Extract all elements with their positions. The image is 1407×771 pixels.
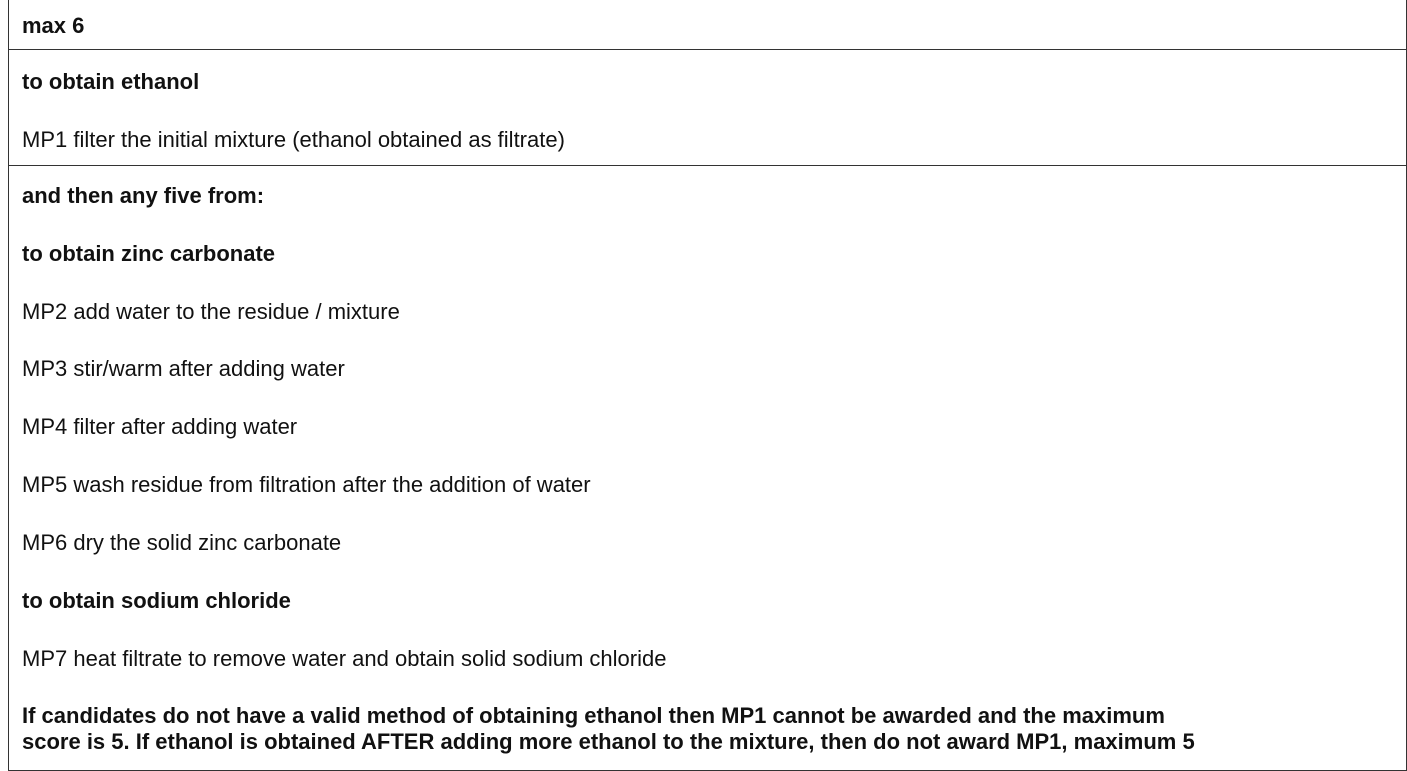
mark-point-mp4: MP4 filter after adding water [22, 414, 298, 439]
any-five-intro: and then any five from: [22, 183, 265, 208]
sodium-chloride-heading: to obtain sodium chloride [22, 588, 291, 613]
mark-point-mp1: MP1 filter the initial mixture (ethanol obtained as filtrate) [22, 127, 565, 152]
mark-point-mp7: MP7 heat filtrate to remove water and obtain solid sodium chloride [22, 646, 667, 671]
examiner-note-line-2: score is 5. If ethanol is obtained AFTER adding more ethanol to the mixture, then do not award MP1, maximum 5 [22, 729, 1195, 754]
examiner-note-line-1: If candidates do not have a valid method of obtaining ethanol then MP1 cannot be awarded and the maximum [22, 703, 1165, 728]
ethanol-heading: to obtain ethanol [22, 69, 200, 94]
mark-point-mp3: MP3 stir/warm after adding water [22, 356, 345, 381]
mark-point-mp6: MP6 dry the solid zinc carbonate [22, 530, 342, 555]
zinc-carbonate-heading: to obtain zinc carbonate [22, 241, 276, 266]
examiner-note [22, 703, 1392, 755]
max-marks-box [8, 0, 1407, 50]
mark-point-mp2: MP2 add water to the residue / mixture [22, 299, 400, 324]
mark-point-mp5: MP5 wash residue from filtration after the addition of water [22, 472, 591, 497]
max-marks-label: max 6 [22, 13, 85, 38]
